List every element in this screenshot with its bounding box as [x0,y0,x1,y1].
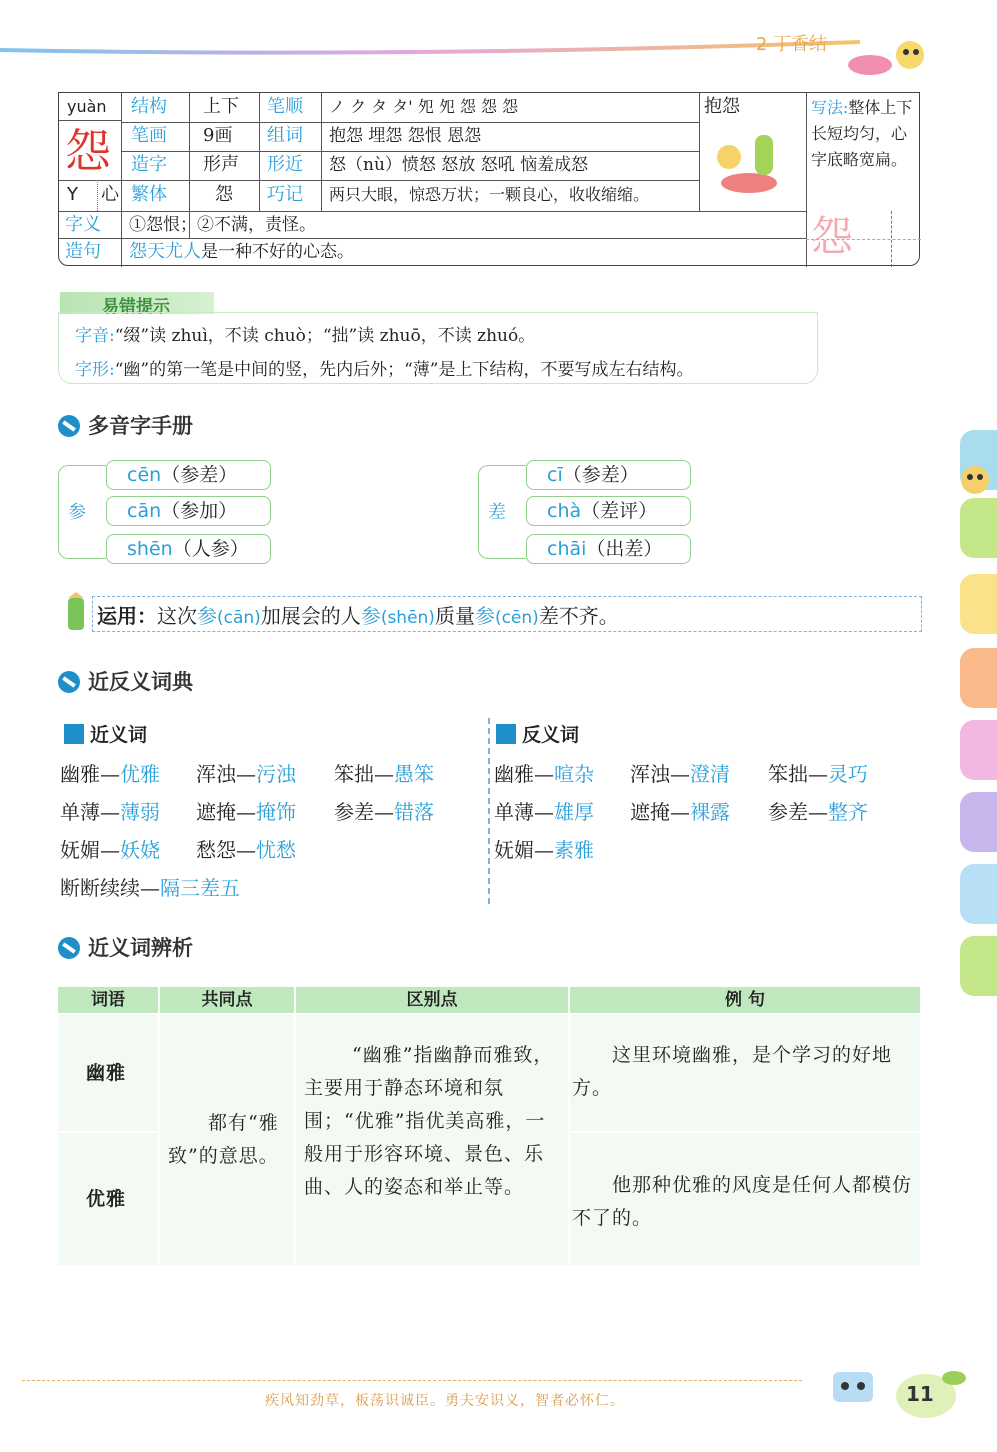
word-1: 幽雅 [86,1062,127,1084]
polyphone-item: shēn（人参） [106,534,271,564]
practice-character: 怨 [811,212,854,261]
label-traditional: 繁体 [131,184,167,205]
synonym-pair: 参差—错落 [334,800,434,824]
antonym-pair: 单薄—雄厚 [494,800,594,824]
antonym-pair: 妩媚—素雅 [494,838,594,862]
antonym-pair: 笨拙—灵巧 [768,762,868,786]
polyphone-title: 多音字手册 [58,410,193,440]
analysis-table [58,987,920,1265]
complaining-cartoon-icon [709,127,789,199]
writing-tip: 写法:整体上下长短均匀，心字底略宽扁。 [811,98,913,169]
structure-value: 上下 [203,96,239,117]
difference-text: “幽雅”指幽静而雅致，主要用于静态环境和氛围；“优雅”指优美高雅，一般用于形容环境、景色、乐曲、人的姿态和举止等。 [304,1044,554,1198]
antonyms-subtitle: 反义词 [496,720,579,747]
antonym-pair: 遮掩—裸露 [630,800,730,824]
example-1: 这里环境幽雅，是个学习的好地方。 [572,1044,893,1099]
strokes-value: 9画 [203,125,233,146]
antonym-pair: 浑浊—澄清 [630,762,730,786]
antonym-pair: 幽雅—喧杂 [494,762,594,786]
example-sentence: 怨天尤人是一种不好的心态。 [129,241,354,262]
formation-value: 形声 [203,154,239,175]
pencil-mascot-icon [60,592,92,636]
memory-tip: 两只大眼，惊恐万状；一颗良心，收收缩缩。 [329,185,650,204]
picture-label: 抱怨 [704,96,740,117]
label-stroke-order: 笔顺 [267,96,303,117]
tips-box [58,312,818,384]
label-structure: 结构 [131,96,167,117]
polyphone-char-1: 参 [68,502,86,523]
words: 抱怨 埋怨 怨恨 恩怨 [329,126,482,146]
footer-quote: 疾风知劲草，板荡识诚臣。勇夫安识义，智者必怀仁。 [265,1393,625,1409]
character-table [58,92,920,266]
column-divider [488,718,490,904]
stroke-order: ノ ク タ タ' 夗 夗 怨 怨 怨 [329,97,519,116]
header-word: 词语 [58,987,158,1013]
label-formation: 造字 [131,154,167,175]
common-point: 都有“雅致”的意思。 [168,1112,279,1167]
synonym-pair: 单薄—薄弱 [60,800,160,824]
synonym-pair: 浑浊—污浊 [196,762,296,786]
polyphone-char-2: 差 [488,502,506,523]
tips-tag: 易错提示 [60,292,214,314]
synonym-pair: 妩媚—妖娆 [60,838,160,862]
radical-letter: Y [67,184,78,205]
page-number: 11 [906,1382,934,1406]
label-words: 组词 [267,125,303,146]
word-2: 优雅 [86,1188,127,1210]
edit-icon [64,724,84,744]
label-similar: 形近 [267,154,303,175]
antonym-pair: 参差—整齐 [768,800,868,824]
header-example: 例 句 [570,987,920,1013]
label-sentence: 造句 [65,241,101,262]
polyphone-item: chāi（出差） [526,534,691,564]
footer-line [22,1380,802,1381]
char-pinyin: yuàn [67,97,107,116]
usage-box [92,596,922,632]
main-character: 怨 [65,124,111,178]
edit-icon [496,724,516,744]
polyphone-item: cān（参加） [106,496,271,526]
polyphone-item: chà（差评） [526,496,691,526]
traditional-value: 怨 [215,184,233,205]
radical: 心 [101,184,119,205]
header-common: 共同点 [160,987,294,1013]
polyphone-item: cēn（参差） [106,460,271,490]
header-difference: 区别点 [296,987,568,1013]
cartoon-bowl-icon [840,25,940,80]
tip-sound: 字音:“缀”读 zhuì，不读 chuò；“拙”读 zhuō，不读 zhuó。 [75,326,536,346]
tip-shape: 字形:“幽”的第一笔是中间的竖，先内后外；“薄”是上下结构，不要写成左右结构。 [75,360,694,380]
synonym-dictionary-title: 近反义词典 [58,666,193,696]
polyphone-item: cī（参差） [526,460,691,490]
synonyms-subtitle: 近义词 [64,720,147,747]
synonym-pair: 断断续续—隔三差五 [60,876,240,900]
synonym-pair: 遮掩—掩饰 [196,800,296,824]
synonym-analysis-title: 近义词辨析 [58,932,193,962]
similar-chars: 怒（nù）愤怒 怒放 怒吼 恼羞成怒 [329,155,589,175]
header-swoosh [0,28,860,68]
mascot-icon [955,460,995,500]
synonym-pair: 愁怨—忧愁 [196,838,296,862]
label-memory: 巧记 [267,184,303,205]
synonym-pair: 笨拙—愚笨 [334,762,434,786]
chapter-title: 2 丁香结 [755,34,827,55]
label-meaning: 字义 [65,214,101,235]
label-strokes: 笔画 [131,125,167,146]
example-2: 他那种优雅的风度是任何人都模仿不了的。 [572,1174,913,1229]
computer-mascot-icon [815,1362,895,1418]
meaning: ①怨恨；②不满，责怪。 [129,215,316,235]
section-icon [58,415,80,437]
synonym-pair: 幽雅—优雅 [60,762,160,786]
usage-sentence: 运用：这次参(cān)加展会的人参(shēn)质量参(cēn)差不齐。 [97,604,619,628]
